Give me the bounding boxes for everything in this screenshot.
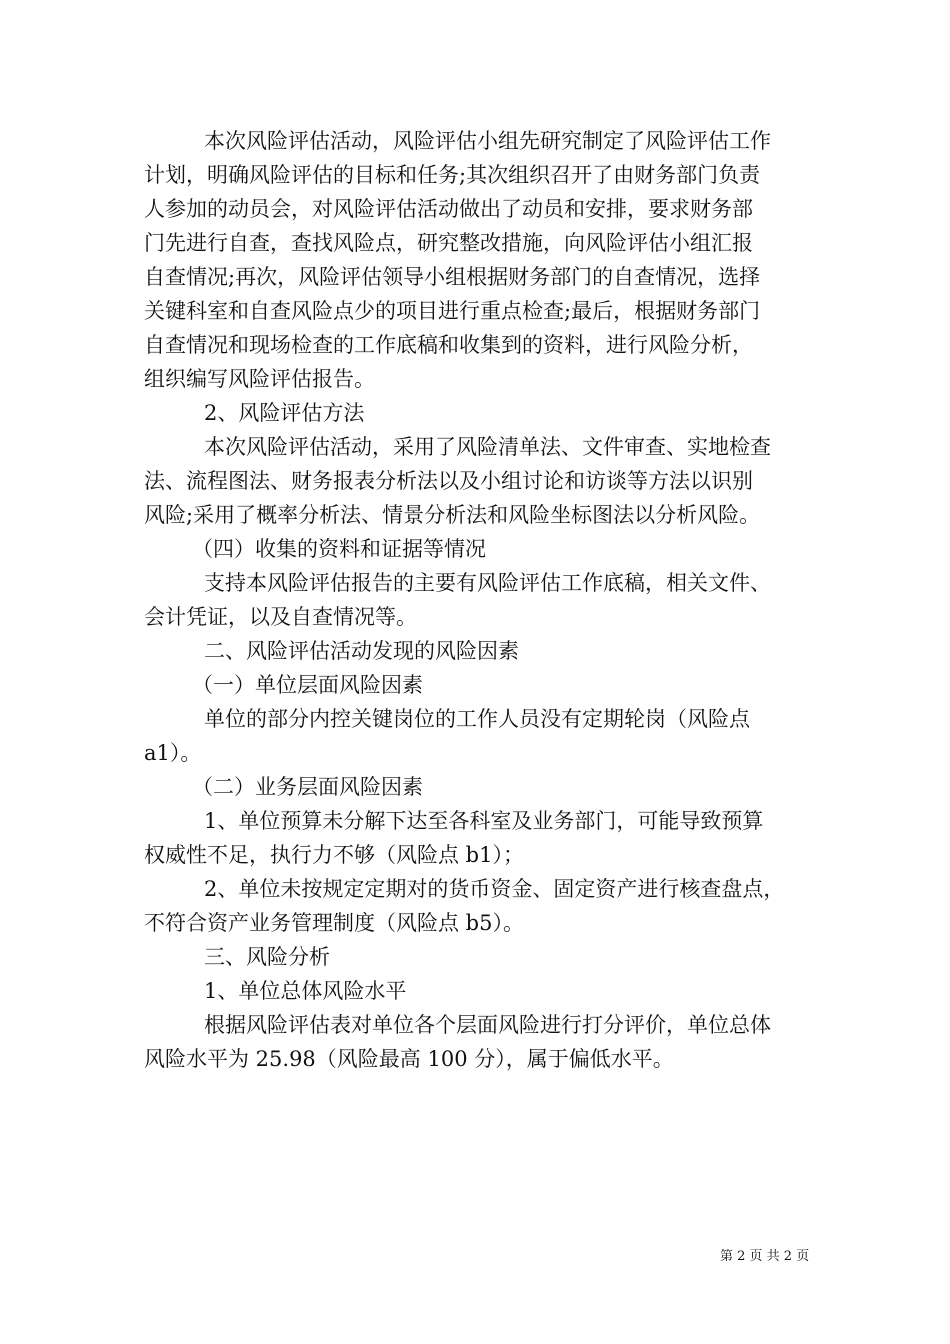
paragraph-line: 计划，明确风险评估的目标和任务;其次组织召开了由财务部门负责 xyxy=(144,163,761,187)
paragraph-line: 自查情况和现场检查的工作底稿和收集到的资料，进行风险分析， xyxy=(144,333,753,357)
paragraph-line: 风险;采用了概率分析法、情景分析法和风险坐标图法以分析风险。 xyxy=(144,503,761,527)
paragraph-line: 本次风险评估活动，采用了风险清单法、文件审查、实地检查 xyxy=(204,435,771,459)
paragraph-line: 支持本风险评估报告的主要有风险评估工作底稿，相关文件、 xyxy=(204,571,771,595)
paragraph-line: 根据风险评估表对单位各个层面风险进行打分评价，单位总体 xyxy=(204,1013,771,1037)
paragraph-line: 权威性不足，执行力不够（风险点 b1）； xyxy=(144,843,524,867)
paragraph-line: a1）。 xyxy=(144,741,202,765)
paragraph-line: 本次风险评估活动，风险评估小组先研究制定了风险评估工作 xyxy=(204,129,771,153)
paragraph-line: 关键科室和自查风险点少的项目进行重点检查;最后，根据财务部门 xyxy=(144,299,761,323)
paragraph-line: 人参加的动员会，对风险评估活动做出了动员和安排，要求财务部 xyxy=(144,197,753,221)
section-heading: 二、风险评估活动发现的风险因素 xyxy=(204,639,519,663)
section-heading: （四）收集的资料和证据等情况 xyxy=(192,537,486,561)
paragraph-line: 会计凭证，以及自查情况等。 xyxy=(144,605,417,629)
paragraph-line: 2、单位未按规定定期对的货币资金、固定资产进行核查盘点， xyxy=(204,877,785,901)
section-heading: （二）业务层面风险因素 xyxy=(192,775,423,799)
section-heading: 三、风险分析 xyxy=(204,945,330,969)
paragraph-line: 法、流程图法、财务报表分析法以及小组讨论和访谈等方法以识别 xyxy=(144,469,753,493)
page-number: 第 2 页 共 2 页 xyxy=(720,1249,810,1264)
paragraph-line: 风险水平为 25.98（风险最高 100 分），属于偏低水平。 xyxy=(144,1047,674,1071)
paragraph-line: 组织编写风险评估报告。 xyxy=(144,367,375,391)
paragraph-line: 自查情况;再次，风险评估领导小组根据财务部门的自查情况，选择 xyxy=(144,265,761,289)
section-heading: （一）单位层面风险因素 xyxy=(192,673,423,697)
section-heading: 1、单位总体风险水平 xyxy=(204,979,407,1003)
section-heading: 2、风险评估方法 xyxy=(204,401,365,425)
paragraph-line: 不符合资产业务管理制度（风险点 b5）。 xyxy=(144,911,524,935)
paragraph-line: 1、单位预算未分解下达至各科室及业务部门，可能导致预算 xyxy=(204,809,764,833)
paragraph-line: 门先进行自查，查找风险点，研究整改措施，向风险评估小组汇报 xyxy=(144,231,753,255)
paragraph-line: 单位的部分内控关键岗位的工作人员没有定期轮岗（风险点 xyxy=(204,707,750,731)
